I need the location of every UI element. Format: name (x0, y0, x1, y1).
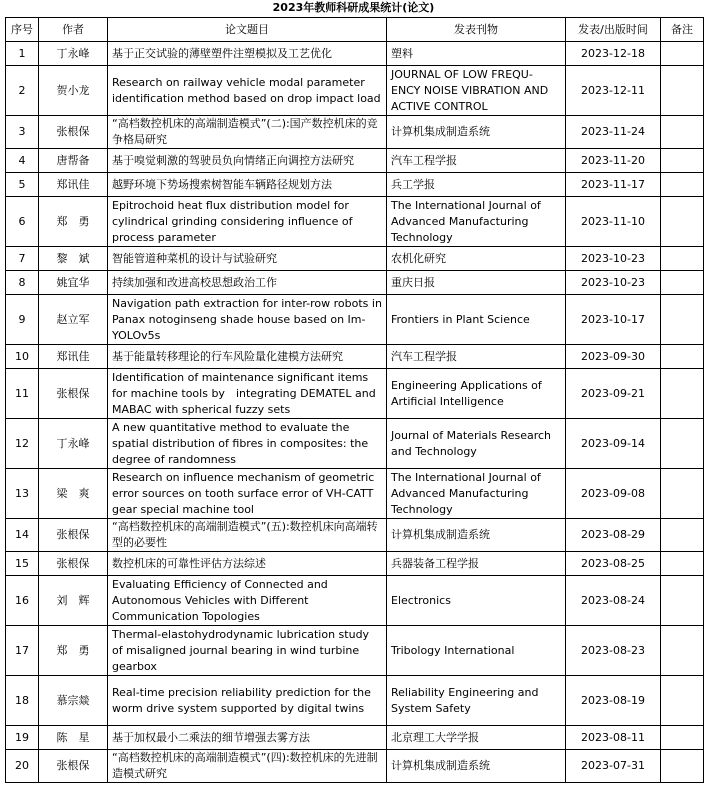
cell-title: 基于嗅觉刺激的驾驶员负向情绪正向调控方法研究 (108, 149, 387, 173)
cell-remark (661, 149, 704, 173)
cell-journal: 计算机集成制造系统 (387, 519, 566, 552)
cell-title: 基于正交试验的薄壁塑件注塑模拟及工艺优化 (108, 42, 387, 66)
cell-no: 14 (6, 519, 39, 552)
cell-journal: 汽车工程学报 (387, 149, 566, 173)
cell-no: 4 (6, 149, 39, 173)
cell-date: 2023-11-24 (566, 116, 661, 149)
cell-journal: 兵工学报 (387, 173, 566, 197)
cell-author: 贺小龙 (39, 66, 108, 116)
cell-remark (661, 419, 704, 469)
cell-journal: The International Journal of Advanced Manufacturing Technology (387, 197, 566, 247)
table-row (6, 750, 704, 783)
cell-title: Epitrochoid heat flux distribution model for cylindrical grinding considering influence of process parameter (108, 197, 387, 247)
cell-author: 郑讯佳 (39, 173, 108, 197)
cell-no: 7 (6, 247, 39, 271)
header-no: 序号 (6, 18, 39, 42)
cell-remark (661, 519, 704, 552)
cell-author: 慕宗燚 (39, 676, 108, 726)
cell-title: 持续加强和改进高校思想政治工作 (108, 271, 387, 295)
table-row (6, 345, 704, 369)
cell-no: 18 (6, 676, 39, 726)
cell-journal: 计算机集成制造系统 (387, 116, 566, 149)
cell-title: A new quantitative method to evaluate the spatial distribution of fibres in composites: the degree of randomness (108, 419, 387, 469)
cell-no: 9 (6, 295, 39, 345)
cell-journal: Tribology International (387, 626, 566, 676)
table-row (6, 197, 704, 247)
cell-title: “高档数控机床的高端制造模式”(五):数控机床向高端转型的必要性 (108, 519, 387, 552)
table-header-row (6, 18, 704, 42)
cell-title: Navigation path extraction for inter-row robots in Panax notoginseng shade house based on Im-YOLOv5s (108, 295, 387, 345)
header-remark: 备注 (661, 18, 704, 42)
cell-remark (661, 116, 704, 149)
cell-title: Research on railway vehicle modal parameter identification method based on drop impact load (108, 66, 387, 116)
cell-date: 2023-08-25 (566, 552, 661, 576)
cell-no: 16 (6, 576, 39, 626)
cell-no: 3 (6, 116, 39, 149)
cell-no: 17 (6, 626, 39, 676)
cell-title: Real-time precision reliability prediction for the worm drive system supported by digital twins (108, 676, 387, 726)
cell-title: 基于能量转移理论的行车风险量化建模方法研究 (108, 345, 387, 369)
cell-date: 2023-07-31 (566, 750, 661, 783)
cell-journal: Frontiers in Plant Science (387, 295, 566, 345)
cell-no: 12 (6, 419, 39, 469)
table-row (6, 676, 704, 726)
cell-author: 郑 勇 (39, 197, 108, 247)
cell-journal: 农机化研究 (387, 247, 566, 271)
cell-date: 2023-11-10 (566, 197, 661, 247)
cell-remark (661, 552, 704, 576)
cell-title: 智能管道种菜机的设计与试验研究 (108, 247, 387, 271)
cell-remark (661, 247, 704, 271)
cell-author: 赵立军 (39, 295, 108, 345)
cell-date: 2023-09-21 (566, 369, 661, 419)
table-row (6, 419, 704, 469)
cell-date: 2023-10-17 (566, 295, 661, 345)
cell-journal: 塑料 (387, 42, 566, 66)
table-row (6, 369, 704, 419)
cell-date: 2023-11-20 (566, 149, 661, 173)
table-row (6, 247, 704, 271)
table-row (6, 149, 704, 173)
cell-title: 基于加权最小二乘法的细节增强去雾方法 (108, 726, 387, 750)
table-row (6, 726, 704, 750)
cell-author: 丁永峰 (39, 42, 108, 66)
cell-journal: 北京理工大学学报 (387, 726, 566, 750)
cell-title: 越野环境下势场搜索树智能车辆路径规划方法 (108, 173, 387, 197)
cell-remark (661, 197, 704, 247)
cell-remark (661, 345, 704, 369)
cell-title: Identification of maintenance significant items for machine tools by integrating DEMATEL and MABAC with spherical fuzzy sets (108, 369, 387, 419)
cell-no: 11 (6, 369, 39, 419)
cell-journal: Engineering Applications of Artificial Intelligence (387, 369, 566, 419)
cell-journal: 计算机集成制造系统 (387, 750, 566, 783)
cell-journal: 汽车工程学报 (387, 345, 566, 369)
cell-journal: 兵器装备工程学报 (387, 552, 566, 576)
cell-remark (661, 173, 704, 197)
cell-author: 张根保 (39, 369, 108, 419)
cell-title: Thermal-elastohydrodynamic lubrication study of misaligned journal bearing in wind turbine gearbox (108, 626, 387, 676)
table-row (6, 173, 704, 197)
cell-no: 10 (6, 345, 39, 369)
cell-author: 张根保 (39, 116, 108, 149)
cell-author: 姚宜华 (39, 271, 108, 295)
cell-author: 张根保 (39, 519, 108, 552)
cell-author: 陈 星 (39, 726, 108, 750)
cell-date: 2023-12-18 (566, 42, 661, 66)
cell-date: 2023-11-17 (566, 173, 661, 197)
cell-date: 2023-08-23 (566, 626, 661, 676)
header-title: 论文题目 (108, 18, 387, 42)
cell-no: 6 (6, 197, 39, 247)
cell-title: 数控机床的可靠性评估方法综述 (108, 552, 387, 576)
document-title: 2023年教师科研成果统计(论文) (272, 1, 435, 14)
table-row (6, 576, 704, 626)
cell-author: 张根保 (39, 552, 108, 576)
cell-remark (661, 469, 704, 519)
table-row (6, 552, 704, 576)
cell-journal: Electronics (387, 576, 566, 626)
cell-no: 8 (6, 271, 39, 295)
cell-author: 郑讯佳 (39, 345, 108, 369)
cell-date: 2023-09-14 (566, 419, 661, 469)
cell-journal: Journal of Materials Research and Technology (387, 419, 566, 469)
cell-author: 郑 勇 (39, 626, 108, 676)
table-body (6, 42, 704, 783)
cell-author: 刘 辉 (39, 576, 108, 626)
cell-author: 黎 斌 (39, 247, 108, 271)
cell-no: 15 (6, 552, 39, 576)
cell-author: 丁永峰 (39, 419, 108, 469)
cell-remark (661, 676, 704, 726)
cell-date: 2023-08-11 (566, 726, 661, 750)
cell-remark (661, 726, 704, 750)
cell-title: Research on influence mechanism of geometric error sources on tooth surface error of VH-CATT gear special machine tool (108, 469, 387, 519)
cell-date: 2023-10-23 (566, 247, 661, 271)
cell-no: 19 (6, 726, 39, 750)
cell-no: 5 (6, 173, 39, 197)
cell-date: 2023-09-30 (566, 345, 661, 369)
cell-remark (661, 750, 704, 783)
cell-author: 唐帮备 (39, 149, 108, 173)
cell-date: 2023-12-11 (566, 66, 661, 116)
table-row (6, 116, 704, 149)
cell-title: “高档数控机床的高端制造模式”(二):国产数控机床的竞争格局研究 (108, 116, 387, 149)
papers-table (5, 17, 704, 783)
cell-remark (661, 295, 704, 345)
cell-journal: JOURNAL OF LOW FREQU-ENCY NOISE VIBRATION AND ACTIVE CONTROL (387, 66, 566, 116)
cell-no: 1 (6, 42, 39, 66)
cell-no: 20 (6, 750, 39, 783)
table-row (6, 66, 704, 116)
cell-date: 2023-08-19 (566, 676, 661, 726)
table-row (6, 626, 704, 676)
table-row (6, 469, 704, 519)
table-row (6, 42, 704, 66)
cell-author: 梁 爽 (39, 469, 108, 519)
header-date: 发表/出版时间 (566, 18, 661, 42)
header-author: 作者 (39, 18, 108, 42)
cell-remark (661, 626, 704, 676)
cell-no: 2 (6, 66, 39, 116)
cell-remark (661, 66, 704, 116)
cell-title: Evaluating Efficiency of Connected and Autonomous Vehicles with Different Communication Topologies (108, 576, 387, 626)
cell-date: 2023-08-29 (566, 519, 661, 552)
cell-title: “高档数控机床的高端制造模式”(四):数控机床的先进制造模式研究 (108, 750, 387, 783)
cell-journal: The International Journal of Advanced Manufacturing Technology (387, 469, 566, 519)
cell-no: 13 (6, 469, 39, 519)
table-row (6, 295, 704, 345)
cell-remark (661, 42, 704, 66)
table-row (6, 271, 704, 295)
cell-remark (661, 576, 704, 626)
cell-remark (661, 271, 704, 295)
cell-author: 张根保 (39, 750, 108, 783)
cell-date: 2023-08-24 (566, 576, 661, 626)
cell-date: 2023-09-08 (566, 469, 661, 519)
header-journal: 发表刊物 (387, 18, 566, 42)
cell-date: 2023-10-23 (566, 271, 661, 295)
table-row (6, 519, 704, 552)
cell-journal: Reliability Engineering and System Safety (387, 676, 566, 726)
cell-remark (661, 369, 704, 419)
cell-journal: 重庆日报 (387, 271, 566, 295)
